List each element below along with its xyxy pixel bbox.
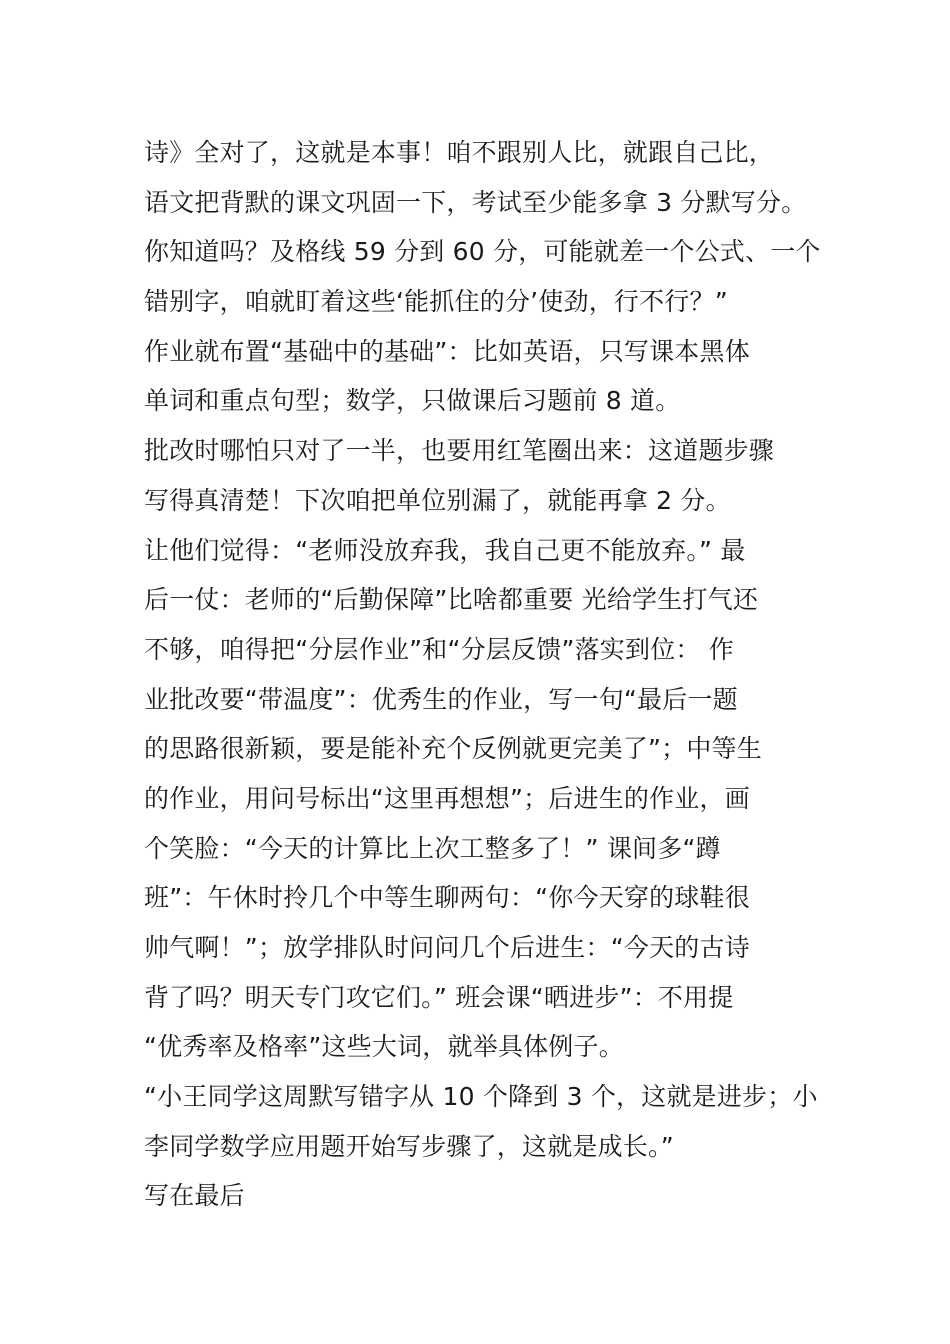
text-line: 班”：午休时拎几个中等生聊两句：“你今天穿的球鞋很 xyxy=(144,883,750,913)
document-body xyxy=(144,128,821,1221)
text-line: 帅气啊！”；放学排队时问问几个后进生：“今天的古诗 xyxy=(144,933,750,962)
text-line: 诗》全对了，这就是本事！咱不跟别人比，就跟自己比， xyxy=(144,138,775,167)
text-line: “优秀率及格率”这些大词，就举具体例子。 xyxy=(144,1032,624,1062)
text-line: 写得真清楚！下次咱把单位别漏了，就能再拿 2 分。 xyxy=(144,485,731,515)
text-line: 单词和重点句型；数学，只做课后习题前 8 道。 xyxy=(144,386,681,416)
text-line: 不够，咱得把“分层作业”和“分层反馈”落实到位： 作 xyxy=(144,634,734,664)
text-line: 让他们觉得：“老师没放弃我，我自己更不能放弃。” 最 xyxy=(144,535,746,565)
text-line: “小王同学这周默写错字从 10 个降到 3 个，这就是进步；小 xyxy=(144,1082,818,1112)
text-line: 作业就布置“基础中的基础”：比如英语，只写课本黑体 xyxy=(144,336,750,366)
text-line: 背了吗？明天专门攻它们。” 班会课“晒进步”：不用提 xyxy=(144,982,734,1012)
text-line: 李同学数学应用题开始写步骤了，这就是成长。” xyxy=(144,1131,674,1161)
text-line: 业批改要“带温度”：优秀生的作业，写一句“最后一题 xyxy=(144,684,738,714)
text-line: 后一仗：老师的“后勤保障”比啥都重要 光给学生打气还 xyxy=(144,585,759,615)
text-line: 语文把背默的课文巩固一下，考试至少能多拿 3 分默写分。 xyxy=(144,187,807,217)
text-line: 错别字，咱就盯着这些‘能抓住的分’使劲，行不行？” xyxy=(144,287,728,317)
text-line: 批改时哪怕只对了一半，也要用红笔圈出来：这道题步骤 xyxy=(144,436,775,466)
text-line: 的思路很新颖，要是能补充个反例就更完美了”；中等生 xyxy=(144,734,762,764)
text-line: 个笑脸：“今天的计算比上次工整多了！” 课间多“蹲 xyxy=(144,833,721,863)
text-line: 的作业，用问号标出“这里再想想”；后进生的作业，画 xyxy=(144,783,750,813)
section-heading: 写在最后 xyxy=(144,1181,245,1211)
text-line: 你知道吗？及格线 59 分到 60 分，可能就差一个公式、一个 xyxy=(144,237,821,267)
